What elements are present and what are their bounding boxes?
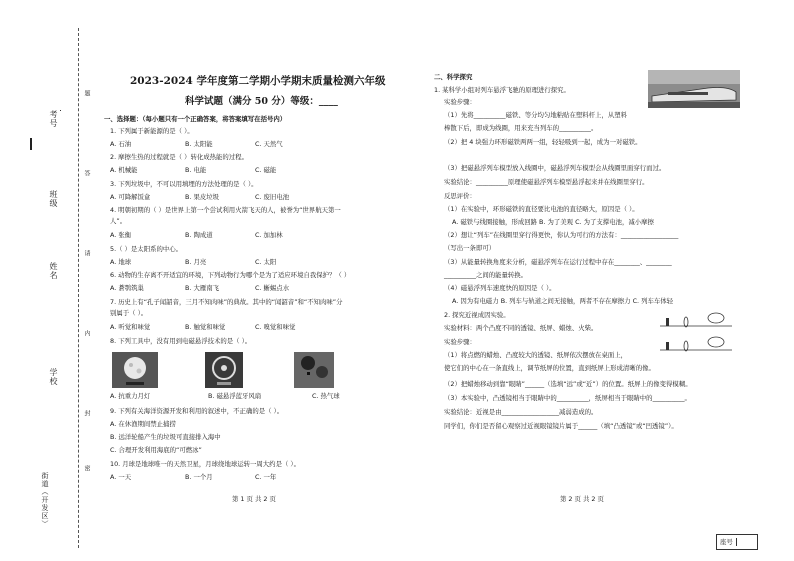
- question-9: 9. 下列有关海洋资源开发和利用的叙述中，不正确的是（ ）。: [110, 407, 284, 415]
- seal-char: 题: [83, 90, 90, 96]
- question-10: 10. 月球是地球唯一的天然卫星，月球绕地球运转一周大约是（ ）。: [110, 460, 300, 468]
- question-4-cont: 人”。: [110, 217, 127, 225]
- r-line: （3）把磁悬浮列车模型放入线圈中，磁悬浮列车模型会从线圈里面穿行而过。: [444, 164, 666, 172]
- seal-char: 请: [83, 250, 90, 256]
- r-line: A. 因为有电磁力 B. 列车与轨道之间无接触，两者不存在摩擦力 C. 列车车体轻: [452, 297, 674, 305]
- exam-title: 2023-2024 学年度第二学期小学期末质量检测六年级: [130, 75, 386, 87]
- question-7-cont: 别属于（ ）。: [110, 309, 148, 317]
- exam-no-label: 考号: [49, 110, 58, 128]
- question-3: 3. 下列垃圾中，不可以用填埋的方法处理的是（ ）。: [110, 180, 258, 188]
- r-line: 实验材料：两个凸度不同的透镜、纸屏、蜡烛、火柴。: [444, 324, 598, 332]
- seat-label: 座号: [720, 538, 737, 546]
- r-line: __________之间的能量转换。: [444, 271, 528, 279]
- candle-lens-diagram: [660, 312, 732, 356]
- r-line: （2）把蜡烛移动到靠“眼睛”______（选填“远”或“近”）的位置。纸屏上的像变得模糊。: [444, 380, 692, 388]
- seat-number-box: [716, 534, 758, 550]
- r-line: （4）磁悬浮列车速度快的原因是（ ）。: [444, 284, 556, 292]
- maglev-fan-image: [205, 352, 243, 388]
- option: A. 张衡: [110, 231, 132, 239]
- option: A. 可降解饭盒: [110, 193, 151, 201]
- maglev-train-photo: [648, 70, 740, 108]
- question-2: 2. 摩擦生热的过程就是（ ）转化成热能的过程。: [110, 153, 248, 161]
- r-line: 反思评价：: [444, 192, 476, 200]
- r-line: （2）把 4 块强力环形磁铁两两一组，轻轻吸到一起，成为一对磁铁。: [444, 138, 642, 146]
- r-line: 2. 探究近视成因实验。: [444, 311, 510, 319]
- question-7: 7. 历史上有“孔子闻韶音，三月不知肉味”的典故。其中的“闻韶音”和“不知肉味”分: [110, 298, 343, 306]
- seal-line: [78, 28, 79, 548]
- option: A. 抗重力月灯: [110, 392, 151, 400]
- page-footer-1: 第 1 页 共 2 页: [232, 495, 276, 503]
- district-label: 街道（开发区）: [41, 472, 49, 528]
- option: B. 远洋轮船产生的垃圾可直接排入海中: [110, 433, 221, 441]
- option: C. 太阳: [255, 258, 277, 266]
- exam-subtitle: 科学试题（满分 50 分）等级：____: [185, 96, 338, 107]
- option: A. 一天: [110, 473, 132, 481]
- r-line: 实验结论：近视是由__________________减弱造成的。: [444, 408, 598, 416]
- option: C. 加加林: [255, 231, 283, 239]
- option: A. 在休渔期间禁止捕捞: [110, 420, 176, 428]
- r-line: （3）从能量转换角度来分析，磁悬浮列车在运行过程中存在________、________: [444, 258, 672, 266]
- page-footer-2: 第 2 页 共 2 页: [560, 495, 604, 503]
- class-label: 班级: [49, 190, 58, 208]
- option: C. 合理开发利用海底的“可燃冰”: [110, 446, 202, 454]
- option: C. 蜥蜴点水: [255, 284, 290, 292]
- r-line: （1）先将__________磁铁、等分均匀地粘贴在塑料杆上，从塑料: [444, 111, 628, 119]
- school-label: 学校: [49, 368, 58, 386]
- option: A. 地球: [110, 258, 132, 266]
- option: A. 蒼鹗筑巢: [110, 284, 144, 292]
- section1-heading: 一、选择题：（每小题只有一个正确答案，将答案填写在括号内）: [104, 115, 287, 123]
- option: B. 电能: [185, 166, 207, 174]
- r-line: 实验结论：__________原理使磁悬浮列车模型悬浮起来并在线圈里穿行。: [444, 178, 649, 186]
- seal-char: 内: [83, 330, 90, 336]
- seal-char: 答: [83, 170, 90, 176]
- option: A. 机械能: [110, 166, 138, 174]
- option: C. 天然气: [255, 140, 283, 148]
- question-6: 6. 动物的生存离不开适宜的环境，下列动物行为哪个是为了适应环境自我保护？（ ）: [110, 271, 351, 279]
- option: A. 听觉和味觉: [110, 323, 151, 331]
- option: B. 果皮垃圾: [185, 193, 220, 201]
- r-line: （写出一条即可）: [444, 244, 496, 252]
- seal-char: 密: [83, 465, 90, 471]
- r-line: A. 磁铁与线圈接触，形成回路 B. 为了美观 C. 为了支撑电池，减小摩擦: [452, 218, 654, 226]
- r-line: （2）想让“列车”在线圈里穿行得更快，你认为可行的方法有：__________________: [444, 231, 679, 239]
- option: C. 废旧电池: [255, 193, 290, 201]
- question-8: 8. 下列工具中，没有用到电磁悬浮技术的是（ ）。: [110, 337, 252, 345]
- seal-char: 封: [83, 410, 90, 416]
- r-line: 使它们的中心在一条直线上，调节纸屏的位置，直到纸屏上形成清晰的像。: [444, 364, 655, 372]
- r-line: （1）将点燃的蜡烛、凸度较大的透镜、纸屏依次摆放在桌面上，: [444, 351, 628, 359]
- r-line: 同学们，你们是否留心观察过近视眼镜镜片属于______（填“凸透镜”或“凹透镜”）。: [444, 422, 678, 430]
- option: B. 月亮: [185, 258, 207, 266]
- r-line: 棒散下后，即成为线圈，用来充当列车的__________。: [444, 124, 598, 132]
- option: B. 太阳能: [185, 140, 213, 148]
- moon-lamp-image: [112, 352, 158, 388]
- option: B. 磁悬浮蓝牙风扇: [208, 392, 262, 400]
- option: B. 一个月: [185, 473, 213, 481]
- r-line: 实验步骤：: [444, 98, 476, 106]
- question-1: 1. 下列属于新能源的是（ ）。: [110, 127, 194, 135]
- option: C. 热气球: [312, 392, 340, 400]
- question-5: 5.（ ）是太阳系的中心。: [110, 245, 183, 253]
- option: B. 触觉和味觉: [185, 323, 226, 331]
- hot-air-balloon-image: [294, 352, 334, 388]
- r-line: （3）本实验中，凸透镜相当于眼睛中的__________，纸屏相当于眼睛中的__________。: [444, 394, 691, 402]
- option: C. 一年: [255, 473, 277, 481]
- r-line: 实验步骤：: [444, 338, 476, 346]
- option: A. 石油: [110, 140, 132, 148]
- binding-mark: [30, 138, 32, 150]
- r-line: （1）在实验中，环形磁铁的直径要比电池的直径略大，原因是（ ）。: [444, 205, 639, 213]
- option: B. 大雁南飞: [185, 284, 220, 292]
- name-label: 姓名: [49, 262, 58, 280]
- option: B. 陶成道: [185, 231, 213, 239]
- section2-heading: 二、科学探究: [434, 73, 473, 81]
- option: C. 磁能: [255, 166, 277, 174]
- question-4: 4. 明朝初期的（ ）是世界上第一个尝试利用火箭飞天的人，被誉为“世界航天第一: [110, 206, 341, 214]
- r-line: 1. 某科学小组对列车悬浮飞驰的原理进行探究。: [434, 86, 570, 94]
- option: C. 嗅觉和味觉: [255, 323, 296, 331]
